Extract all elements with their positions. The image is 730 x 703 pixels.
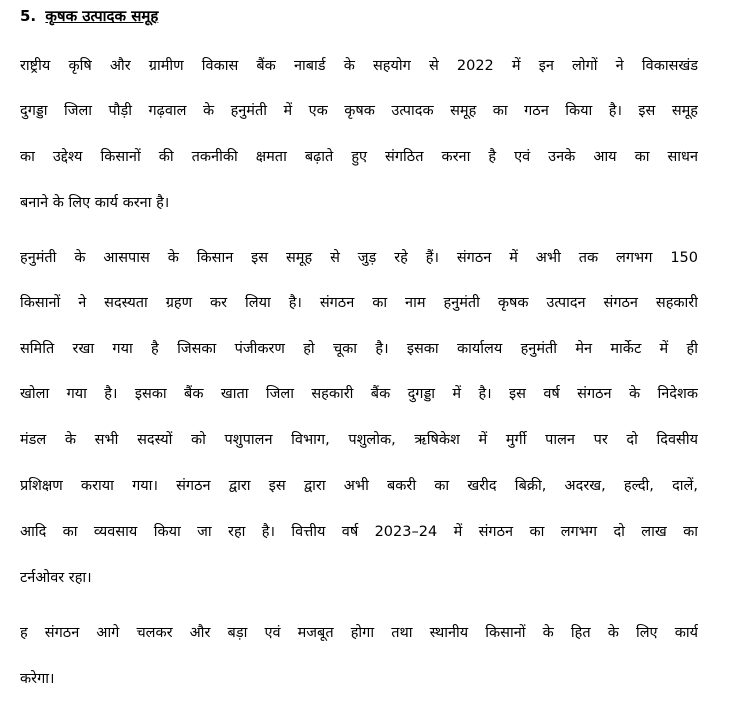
paragraph-3-line-2: करेगा। bbox=[20, 671, 55, 687]
paragraph-1-line-4: बनाने के लिए कार्य करना है। bbox=[20, 195, 170, 211]
paragraph-2-line-5: मंडल के सभी सदस्यों को पशुपालन विभाग, पशुलोक, ऋषिकेश में मुर्गी पालन पर दो दिवसीय bbox=[20, 432, 698, 448]
paragraph-2-line-6: प्रशिक्षण कराया गया। संगठन द्वारा इस द्वारा अभी बकरी का खरीद बिक्री, अदरख, हल्दी, दालें, bbox=[20, 478, 698, 494]
section-title: कृषक उत्पादक समूह bbox=[45, 7, 159, 25]
paragraph-1-line-2: दुगड्डा जिला पौड़ी गढ़वाल के हनुमंती में एक कृषक उत्पादक समूह का गठन किया है। इस समूह bbox=[20, 103, 698, 119]
section-number: 5. bbox=[20, 7, 37, 25]
paragraph-2-line-7: आदि का व्यवसाय किया जा रहा है। वित्तीय वर्ष 2023–24 में संगठन का लगभग दो लाख का bbox=[20, 524, 698, 540]
paragraph-2-line-1: हनुमंती के आसपास के किसान इस समूह से जुड़ रहे हैं। संगठन में अभी तक लगभग 150 bbox=[20, 250, 698, 266]
section-heading bbox=[20, 6, 158, 26]
paragraph-2-line-4: खोला गया है। इसका बैंक खाता जिला सहकारी बैंक दुगड्डा में है। इस वर्ष संगठन के निदेशक bbox=[20, 386, 698, 402]
paragraph-1-line-3: का उद्देश्य किसानों की तकनीकी क्षमता बढ़ाते हुए संगठित करना है एवं उनके आय का साधन bbox=[20, 149, 698, 165]
paragraph-2-line-2: किसानों ने सदस्यता ग्रहण कर लिया है। संगठन का नाम हनुमंती कृषक उत्पादन संगठन सहकारी bbox=[20, 295, 698, 311]
paragraph-2-line-3: समिति रखा गया है जिसका पंजीकरण हो चूका है। इसका कार्यालय हनुमंती मेन मार्केट में ही bbox=[20, 341, 698, 357]
paragraph-1-line-1: राष्ट्रीय कृषि और ग्रामीण विकास बैंक नाबार्ड के सहयोग से 2022 में इन लोगों ने विकासखंड bbox=[20, 58, 698, 74]
paragraph-3-line-1: ह संगठन आगे चलकर और बड़ा एवं मजबूत होगा तथा स्थानीय किसानों के हित के लिए कार्य bbox=[20, 625, 698, 641]
paragraph-2-line-8: टर्नओवर रहा। bbox=[20, 570, 92, 586]
